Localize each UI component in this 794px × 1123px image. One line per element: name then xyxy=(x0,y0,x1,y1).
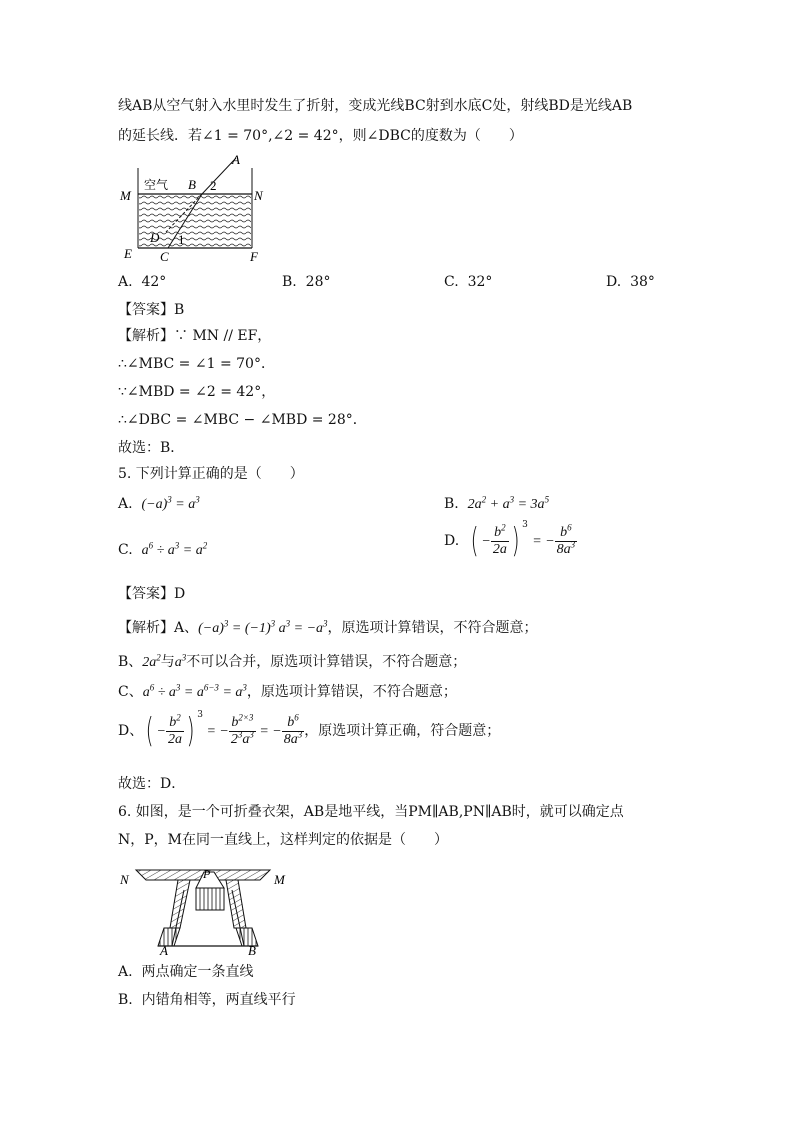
ray-AB xyxy=(202,158,236,194)
label-B: B xyxy=(248,943,256,956)
label-A: A xyxy=(232,152,240,167)
q4-stem-line1: 线AB从空气射入水里时发生了折射，变成光线BC射到水底C处，射线BD是光线AB xyxy=(118,98,633,114)
q4-option-a: A. 42° xyxy=(118,274,167,290)
label-air: 空气 xyxy=(144,178,169,192)
q5-analysis-a: 【解析】A、$(-a)^3 = (-1)^3$ $a^3 = -a^3$，原选项计算错误，不符合题意； xyxy=(118,618,538,636)
q5-analysis-d: D、( − $\frac{b^2}{2a}$ ) $^3$ = − $\frac{b^{2\times 3}}{2^3a^3}$ = − $\frac{b^6}{8a^3}$ ，原选项计算正确，符合题意； xyxy=(118,710,501,751)
q4-option-c: C. 32° xyxy=(444,274,493,290)
label-A: A xyxy=(160,943,168,956)
q4-analysis-3: ∵∠MBD = ∠2 = 42°， xyxy=(118,384,276,400)
label-M: M xyxy=(120,188,131,203)
q5-analysis-b: B、$2a^2$与$a^3$不可以合并，原选项计算错误，不符合题意； xyxy=(118,652,467,670)
label-P: P xyxy=(203,867,211,881)
q5-option-c: C. $a^6 \div a^3 = a^2$ xyxy=(118,540,208,558)
label-N: N xyxy=(254,188,263,203)
q4-analysis-1: 【解析】∵ MN // EF， xyxy=(118,328,272,344)
label-M: M xyxy=(274,872,285,887)
q6-folding-rack-figure xyxy=(118,860,298,956)
q4-conclusion: 故选：B． xyxy=(118,440,185,456)
label-D: D xyxy=(150,230,160,245)
q4-answer: 【答案】B xyxy=(118,302,185,318)
label-C: C xyxy=(160,249,169,264)
q6-stem-line1: 6. 如图，是一个可折叠衣架，AB是地平线，当PM∥AB,PN∥AB时，就可以确定点 xyxy=(118,804,624,820)
q6-option-b: B. 内错角相等，两直线平行 xyxy=(118,992,296,1008)
q5-option-b: B. $2a^2 + a^3 = 3a^5$ xyxy=(444,494,550,512)
label-N: N xyxy=(120,872,129,887)
q4-stem-line2: 的延长线．若∠1 = 70°,∠2 = 42°，则∠DBC的度数为（ ） xyxy=(118,128,523,144)
q6-stem-line2: N，P，M在同一直线上，这样判定的依据是（ ） xyxy=(118,832,449,848)
q4-analysis-2: ∴∠MBC = ∠1 = 70°． xyxy=(118,356,275,372)
q5-answer: 【答案】D xyxy=(118,586,186,602)
q5-analysis-c: C、$a^6 \div a^3 = a^{6-3} = a^3$，原选项计算错误，不符合题意； xyxy=(118,682,457,700)
q6-option-a: A. 两点确定一条直线 xyxy=(118,964,254,980)
label-B: B xyxy=(188,177,196,192)
q4-option-b: B. 28° xyxy=(282,274,331,290)
label-F: F xyxy=(250,249,258,264)
q5-conclusion: 故选：D． xyxy=(118,776,186,792)
q4-analysis-4: ∴∠DBC = ∠MBC − ∠MBD = 28°． xyxy=(118,412,367,428)
q5-stem: 5. 下列计算正确的是（ ） xyxy=(118,466,304,482)
q5-option-a: A. $(-a)^3 = a^3$ xyxy=(118,494,200,512)
q4-option-d: D. 38° xyxy=(606,274,655,290)
label-E: E xyxy=(124,246,132,261)
label-1: 1 xyxy=(178,232,185,247)
label-2: 2 xyxy=(210,178,217,193)
q5-option-d: D. ( − $\frac{b^2}{2a}$ ) $^3$ = − $\frac{b^6}{8a^3}$ xyxy=(444,520,576,561)
q4-refraction-figure xyxy=(118,152,278,264)
